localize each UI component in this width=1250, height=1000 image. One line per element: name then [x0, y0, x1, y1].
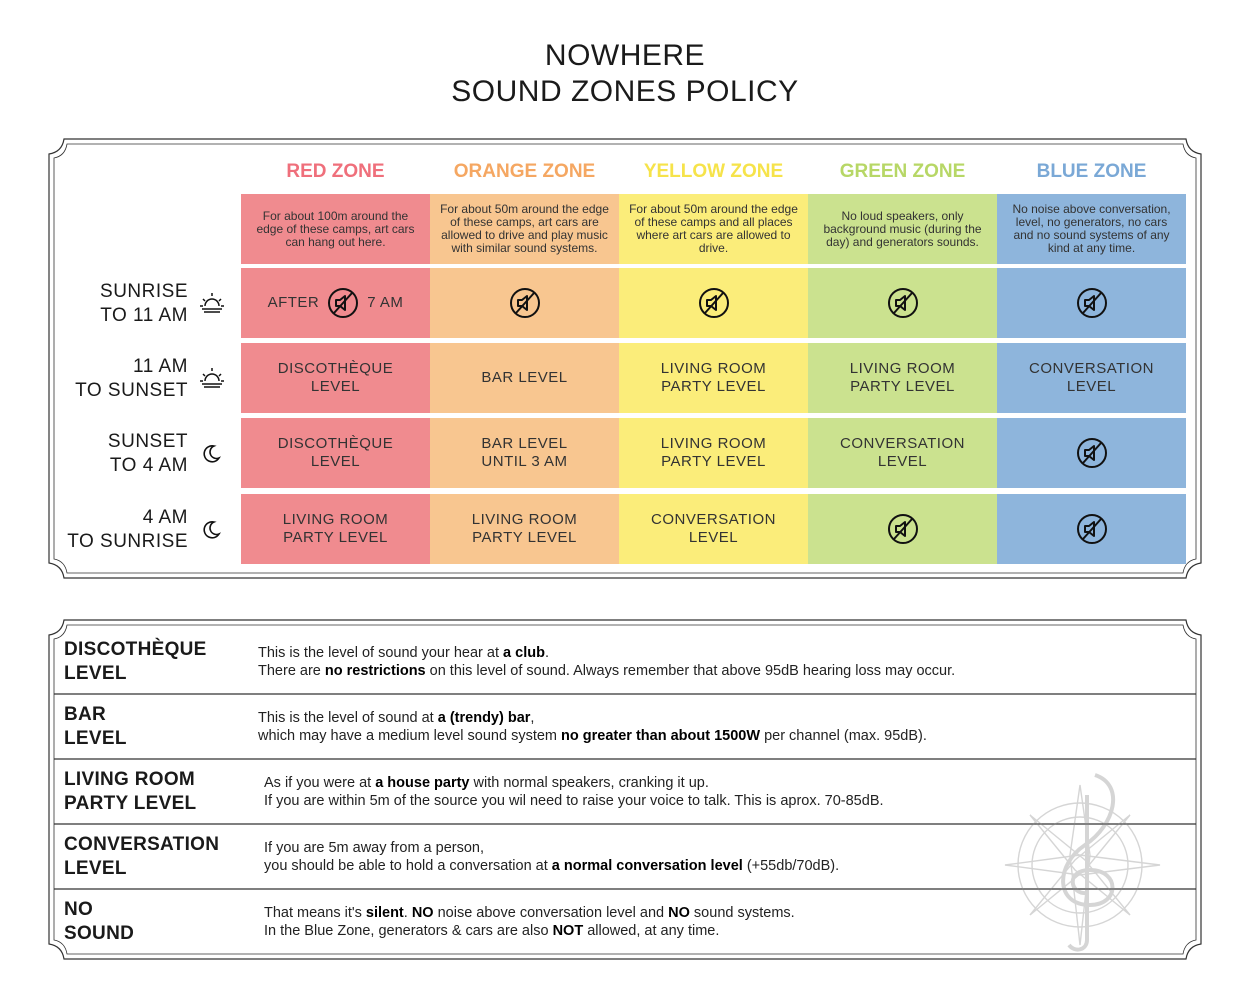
sunrise-icon	[199, 290, 225, 316]
legend-text-run: As if you were at	[264, 775, 376, 791]
zone-cell	[241, 268, 430, 338]
cell-line-2: LEVEL	[1066, 378, 1117, 395]
cell-line-1: BAR LEVEL	[481, 435, 568, 452]
legend-term-line-1: LIVING ROOM	[64, 769, 196, 790]
cell-line-1: DISCOTHÈQUE LEVEL	[277, 435, 394, 470]
zone-cell	[619, 268, 808, 338]
legend-term-line-1: DISCOTHÈQUE	[64, 639, 207, 660]
zone-cell	[808, 268, 997, 338]
zone-cell	[430, 343, 619, 413]
row-label-line-1: 4 AM	[142, 507, 188, 528]
moon-icon	[199, 516, 225, 542]
legend-description	[264, 774, 884, 810]
legend-term-line-1: CONVERSATION	[64, 834, 220, 855]
legend-term	[64, 703, 249, 751]
zone-cell	[619, 418, 808, 488]
legend-text-run: That means it's	[264, 905, 366, 921]
legend-line	[264, 792, 884, 810]
legend-term-line-2: LEVEL	[64, 858, 127, 879]
legend-text-run: In the Blue Zone, generators & cars are also	[264, 923, 553, 939]
cell-line-1: LIVING ROOM	[849, 360, 956, 377]
legend-text-run: If you are within 5m of the source you wil need to raise your voice to talk. This is aprox. 70-85dB.	[264, 793, 884, 809]
legend-term	[64, 768, 249, 816]
legend-emphasis: a (trendy) bar	[437, 710, 531, 726]
legend-line	[264, 922, 795, 940]
legend-text-run: There are	[258, 663, 325, 679]
legend-term	[64, 898, 249, 946]
zone-cell	[430, 418, 619, 488]
legend-description	[258, 644, 955, 680]
legend-emphasis: no greater than about 1500W	[561, 728, 761, 744]
cell-line-1: CONVERSATION	[651, 511, 776, 528]
row-label-line-2: TO 4 AM	[109, 455, 188, 476]
row-label-line-1: SUNSET	[107, 431, 188, 452]
time-row-label	[60, 430, 188, 478]
legend-text-run: on this level of sound. Always remember that above 95dB hearing loss may occur.	[425, 663, 956, 679]
row-label-line-1: 11 AM	[133, 356, 188, 377]
zone-header: GREEN ZONE	[839, 161, 966, 182]
legend-text-run: with normal speakers, cranking it up.	[469, 775, 709, 791]
zone-description: No loud speakers, only background music (during the day) and generators sounds.	[808, 194, 997, 264]
row-label-line-2: TO 11 AM	[100, 305, 188, 326]
legend-emphasis: no restrictions	[324, 663, 426, 679]
no-sound-icon	[887, 287, 919, 319]
zone-header: YELLOW ZONE	[643, 161, 784, 182]
cell-line-2: LEVEL	[877, 453, 928, 470]
legend-text-run: per channel (max. 95dB).	[760, 728, 927, 744]
zone-cell	[619, 494, 808, 564]
zone-cell	[430, 494, 619, 564]
zone-header: BLUE ZONE	[1036, 161, 1147, 182]
cell-line-1: BAR LEVEL	[481, 369, 568, 386]
zone-cell	[619, 343, 808, 413]
zone-cell	[997, 494, 1186, 564]
legend-text-run: which may have a medium level sound system	[258, 728, 562, 744]
no-sound-icon	[327, 287, 359, 319]
legend-text-run: noise above conversation level and	[433, 905, 669, 921]
row-label-line-1: SUNRISE	[100, 281, 188, 302]
no-sound-icon	[1076, 437, 1108, 469]
legend-text-run: ,	[530, 710, 535, 726]
zone-description: For about 100m around the edge of these camps, art cars can hang out here.	[241, 194, 430, 264]
moon-icon	[199, 440, 225, 466]
legend-term-line-2: LEVEL	[64, 663, 127, 684]
legend-description	[264, 839, 839, 875]
legend-emphasis: a normal conversation level	[551, 858, 743, 874]
legend-term-line-1: NO	[64, 899, 94, 920]
legend-term	[64, 638, 249, 686]
legend-text-run: .	[544, 645, 549, 661]
legend-line	[264, 839, 839, 857]
legend-emphasis: silent	[365, 905, 404, 921]
cell-line-1: LIVING ROOM	[282, 511, 389, 528]
zone-cell	[241, 343, 430, 413]
sunset-icon	[199, 365, 225, 391]
zone-cell	[808, 343, 997, 413]
legend-emphasis: a house party	[375, 775, 470, 791]
time-row-label	[60, 355, 188, 403]
time-row-label	[60, 506, 188, 554]
no-sound-icon	[887, 513, 919, 545]
legend-term-line-1: BAR	[64, 704, 107, 725]
cell-line-1: LIVING ROOM	[660, 360, 767, 377]
no-sound-icon	[698, 287, 730, 319]
cell-line-1: LIVING ROOM	[471, 511, 578, 528]
legend-text-run: If you are 5m away from a person,	[264, 840, 485, 856]
zone-cell	[241, 494, 430, 564]
cell-line-2: PARTY LEVEL	[472, 529, 577, 546]
zone-cell	[808, 418, 997, 488]
legend-emphasis: NO	[411, 905, 434, 921]
zone-cell	[430, 268, 619, 338]
legend-text-run: This is the level of sound your hear at	[258, 645, 504, 661]
cell-line-2: PARTY LEVEL	[283, 529, 388, 546]
legend-text-run: allowed, at any time.	[583, 923, 720, 939]
legend-line	[258, 644, 955, 662]
legend-term	[64, 833, 249, 881]
cell-line-1: CONVERSATION	[840, 435, 965, 452]
zone-header: ORANGE ZONE	[453, 161, 596, 182]
legend-emphasis: NO	[668, 905, 690, 921]
legend-term-line-2: LEVEL	[64, 728, 127, 749]
legend-text-run: This is the level of sound at	[258, 710, 438, 726]
legend-description	[258, 709, 927, 745]
no-sound-icon	[509, 287, 541, 319]
zone-cell	[997, 343, 1186, 413]
legend-term-line-2: PARTY LEVEL	[64, 793, 197, 814]
legend-line	[264, 774, 884, 792]
no-sound-icon	[1076, 287, 1108, 319]
cell-line-1: LIVING ROOM	[660, 435, 767, 452]
cell-line-1: DISCOTHÈQUE LEVEL	[277, 360, 394, 395]
row-label-line-2: TO SUNRISE	[67, 531, 188, 552]
cell-line-2: PARTY LEVEL	[661, 453, 766, 470]
legend-description	[264, 904, 795, 940]
zone-description: For about 50m around the edge of these camps and all places where art cars are allowed to drive.	[619, 194, 808, 264]
legend-emphasis: a club	[503, 645, 545, 661]
legend-line	[258, 662, 955, 680]
zone-description: For about 50m around the edge of these camps, art cars are allowed to drive and play music with similar sound systems.	[430, 194, 619, 264]
no-sound-icon	[1076, 513, 1108, 545]
legend-line	[264, 857, 839, 875]
zone-cell	[997, 268, 1186, 338]
zone-header: RED ZONE	[286, 161, 385, 182]
zone-cell	[241, 418, 430, 488]
zone-cell	[808, 494, 997, 564]
legend-text-run: (+55db/70dB).	[742, 858, 840, 874]
time-row-label	[60, 280, 188, 328]
cell-line-2: PARTY LEVEL	[850, 378, 955, 395]
row-label-line-2: TO SUNSET	[75, 380, 188, 401]
legend-text-run: you should be able to hold a conversation at	[264, 858, 552, 874]
title-line-2: SOUND ZONES POLICY	[451, 75, 799, 108]
compass-music-watermark-icon	[995, 765, 1175, 955]
cell-line-2: UNTIL 3 AM	[481, 453, 568, 470]
zone-description: No noise above conversation, level, no generators, no cars and no sound systems of any kind at any time.	[997, 194, 1186, 264]
legend-term-line-2: SOUND	[64, 923, 135, 944]
legend-line	[264, 904, 795, 922]
cell-line-2: LEVEL	[688, 529, 739, 546]
legend-text-run: sound systems.	[689, 905, 795, 921]
cell-line-1: CONVERSATION	[1029, 360, 1154, 377]
legend-emphasis: NOT	[552, 923, 584, 939]
zone-cell	[997, 418, 1186, 488]
cell-suffix: 7 AM	[367, 294, 404, 311]
legend-line	[258, 709, 927, 727]
cell-prefix: AFTER	[267, 294, 320, 311]
legend-text-run: .	[403, 905, 412, 921]
title-line-1: NOWHERE	[544, 39, 706, 72]
cell-line-2: PARTY LEVEL	[661, 378, 766, 395]
legend-line	[258, 727, 927, 745]
